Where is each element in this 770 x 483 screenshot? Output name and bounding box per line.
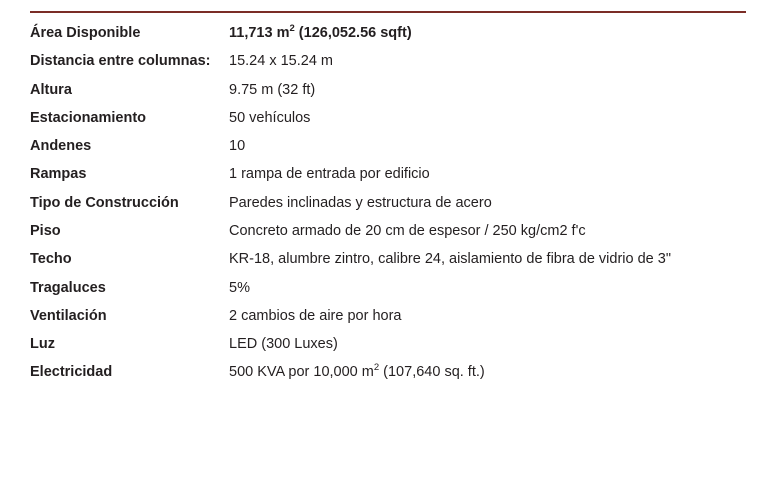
spec-value-text: 5% <box>229 279 250 296</box>
spec-label: Altura <box>30 81 72 98</box>
spec-value <box>229 335 746 363</box>
spec-value <box>229 363 746 391</box>
table-row <box>30 279 746 307</box>
specifications-table-body <box>30 24 746 392</box>
spec-label: Estacionamiento <box>30 109 147 126</box>
spec-label: Rampas <box>30 166 87 183</box>
spec-label: Ventilación <box>30 307 107 324</box>
spec-value-text: 10 <box>229 138 246 155</box>
spec-value <box>229 137 746 165</box>
spec-value-text: 11,713 m <box>229 25 290 41</box>
spec-value <box>229 279 746 307</box>
table-row <box>30 52 746 80</box>
spec-value-text: 1 rampa de entrada por edificio <box>229 166 430 183</box>
spec-label: Distancia entre columnas: <box>30 53 211 70</box>
spec-value <box>229 81 746 109</box>
spec-value <box>229 307 746 335</box>
table-row <box>30 81 746 109</box>
table-row <box>30 194 746 222</box>
spec-value <box>229 109 746 137</box>
spec-value <box>229 52 746 80</box>
spec-value <box>229 165 746 193</box>
spec-value-text: LED (300 Luxes) <box>229 336 338 353</box>
spec-value-text: 15.24 x 15.24 m <box>229 53 333 70</box>
spec-value-text-suffix: (107,640 sq. ft.) <box>379 364 485 381</box>
spec-value-text: 2 cambios de aire por hora <box>229 307 402 324</box>
spec-label: Área Disponible <box>30 25 141 41</box>
spec-label: Luz <box>30 336 55 353</box>
spec-label: Tipo de Construcción <box>30 194 179 211</box>
spec-value-text: 500 KVA por 10,000 m <box>229 364 374 381</box>
spec-label: Tragaluces <box>30 279 106 296</box>
spec-value <box>229 250 746 278</box>
spec-value <box>229 222 746 250</box>
spec-value-superscript: 2 <box>289 23 295 35</box>
table-row <box>30 335 746 363</box>
spec-label: Andenes <box>30 138 92 155</box>
spec-value-text: 9.75 m (32 ft) <box>229 81 316 98</box>
top-divider <box>30 11 746 13</box>
spec-label: Techo <box>30 251 72 268</box>
spec-label: Electricidad <box>30 364 113 381</box>
specifications-table <box>30 24 746 392</box>
spec-label: Piso <box>30 222 61 239</box>
spec-value-text: 50 vehículos <box>229 109 311 126</box>
table-row <box>30 109 746 137</box>
spec-value-text: Paredes inclinadas y estructura de acero <box>229 194 492 211</box>
spec-value-text-suffix: (126,052.56 sqft) <box>294 25 412 41</box>
table-row <box>30 363 746 391</box>
table-row <box>30 24 746 52</box>
table-row <box>30 250 746 278</box>
table-row <box>30 222 746 250</box>
spec-value-text: KR-18, alumbre zintro, calibre 24, aislamiento de fibra de vidrio de 3" <box>229 251 671 268</box>
spec-value-text: Concreto armado de 20 cm de espesor / 250 kg/cm2 f'c <box>229 222 586 239</box>
table-row <box>30 307 746 335</box>
table-row <box>30 137 746 165</box>
spec-value-superscript: 2 <box>373 362 380 374</box>
table-row <box>30 165 746 193</box>
spec-value <box>229 194 746 222</box>
spec-value <box>229 24 746 52</box>
